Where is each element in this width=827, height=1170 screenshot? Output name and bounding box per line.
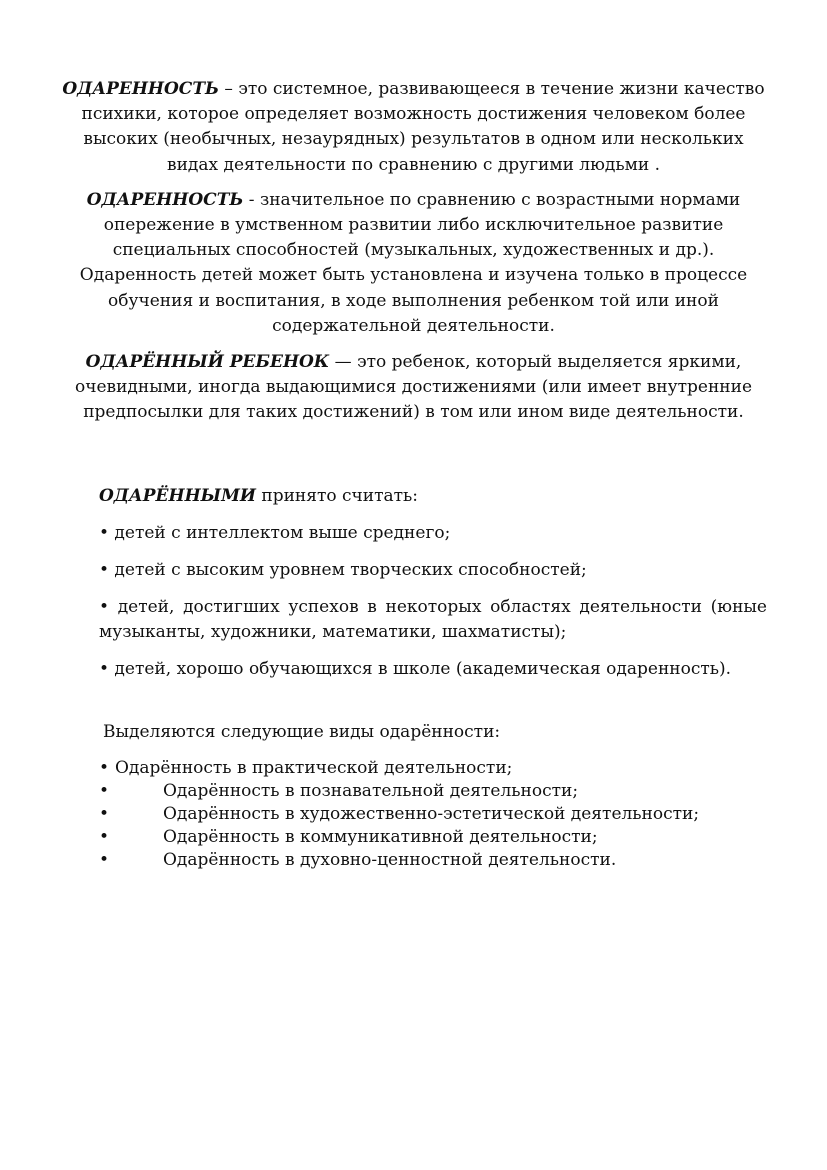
giftedness-types-heading: Выделяются следующие виды одарённости: [103,722,501,742]
definition-paragraph-1 [62,77,765,178]
definition-paragraph-2 [62,188,765,339]
list-item-text: Одарённость в художественно-эстетической деятельности; [163,804,700,824]
list-item [99,826,767,849]
definition-text: – это системное, развивающееся в течение жизни качество психики, которое определяет возможность достижения человеком более высоких (необычных, незаурядных) результатов в одном или нескольких видах деятельности по сравнению с другими людьми . [81,79,765,175]
list-item [99,780,767,803]
giftedness-types-list [99,757,767,872]
giftedness-types-section [99,721,767,872]
list-item: • детей с интеллектом выше среднего; [99,523,451,543]
bullet-icon: • [99,850,110,870]
definition-paragraph-3 [62,350,765,426]
list-item: • детей, хорошо обучающихся в школе (академическая одаренность). [99,659,732,679]
gifted-criteria-lead: принято считать: [255,486,419,506]
list-item-text: Одарённость в коммуникативной деятельности; [163,827,598,847]
list-item: • детей, достигших успехов в некоторых областях деятельности (юные музыканты, художники, математики, шахматисты); [99,597,767,642]
definition-term: ОДАРЕННОСТЬ [62,79,220,99]
gifted-criteria-section [99,484,767,694]
list-item-text: Одарённость в познавательной деятельности; [163,781,579,801]
list-item [99,849,767,872]
definition-term: ОДАРЕННОСТЬ [86,189,244,210]
list-item: • детей с высоким уровнем творческих способностей; [99,560,587,580]
list-item-text: Одарённость в практической деятельности; [115,758,513,778]
bullet-icon: • [99,758,110,778]
bullet-icon: • [99,827,110,847]
definition-text: - значительное по сравнению с возрастными нормами опережение в умственном развитии либо исключительное развитие специальных способностей (музыкальных, художественных и др.). Одаренность детей может быть установлена и изучена только в процессе обучения и воспитания, в ходе выполнения ребенком той или иной содержательной деятельности. [79,189,748,336]
list-item [99,757,767,780]
gifted-criteria-term: ОДАРЁННЫМИ [99,486,256,506]
definition-text: — это ребенок, который выделяется яркими, очевидными, иногда выдающимися достижениями (или имеет внутренние предпосылки для таких достижений) в том или ином виде деятельности. [74,352,753,423]
definitions-section [62,77,765,436]
definition-term: ОДАРЁННЫЙ РЕБЕНОК [85,352,330,373]
list-item [99,803,767,826]
list-item-text: Одарённость в духовно-ценностной деятельности. [163,850,617,870]
gifted-criteria-heading [99,484,767,509]
bullet-icon: • [99,804,110,824]
bullet-icon: • [99,781,110,801]
